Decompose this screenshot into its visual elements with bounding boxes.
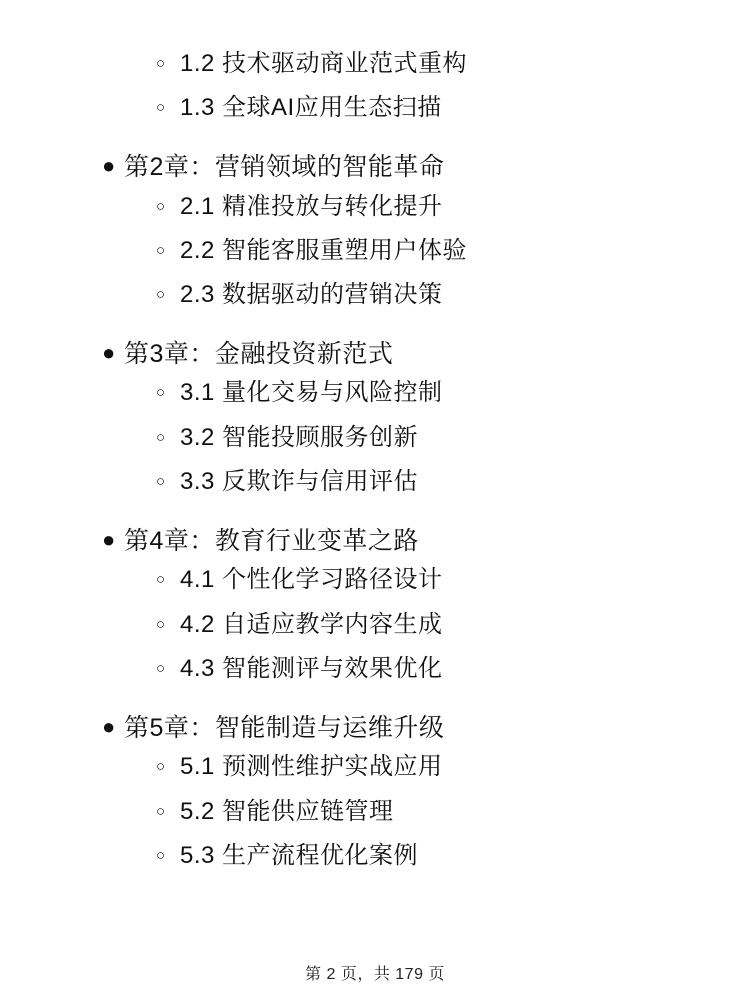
list-item[interactable] bbox=[156, 564, 702, 596]
toc-subitem-label: 4.3 智能测评与效果优化 bbox=[180, 655, 443, 683]
toc-subitem-list bbox=[48, 377, 702, 498]
circle-bullet-icon: ○ bbox=[156, 847, 166, 865]
toc-subitem-list bbox=[48, 564, 702, 685]
disc-bullet-icon: ● bbox=[102, 713, 116, 739]
list-item[interactable] bbox=[156, 191, 702, 223]
circle-bullet-icon: ○ bbox=[156, 55, 166, 72]
toc-subitem-list bbox=[48, 751, 702, 872]
circle-bullet-icon: ○ bbox=[156, 99, 166, 117]
toc-subitem-label: 5.1 预测性维护实战应用 bbox=[180, 753, 443, 781]
toc-subitem-list bbox=[48, 191, 702, 312]
toc-subitem-label: 3.3 反欺诈与信用评估 bbox=[180, 468, 419, 496]
circle-bullet-icon: ○ bbox=[156, 384, 166, 402]
circle-bullet-icon: ○ bbox=[156, 615, 166, 633]
circle-bullet-icon: ○ bbox=[156, 802, 166, 820]
toc-subitem-label: 1.3 全球AI应用生态扫描 bbox=[180, 94, 442, 122]
toc-chapter-label: 第3章：金融投资新范式 bbox=[124, 339, 394, 368]
circle-bullet-icon: ○ bbox=[156, 660, 166, 678]
disc-bullet-icon: ● bbox=[102, 152, 116, 178]
toc-subitem-label: 2.3 数据驱动的营销决策 bbox=[180, 281, 443, 309]
toc-chapter-entry[interactable] bbox=[102, 151, 702, 185]
toc-chapter-entry[interactable] bbox=[102, 338, 702, 372]
list-item[interactable] bbox=[156, 235, 702, 267]
toc-subitem-label: 1.2 技术驱动商业范式重构 bbox=[180, 50, 468, 77]
list-item[interactable] bbox=[156, 840, 702, 872]
toc-subitem-label: 5.3 生产流程优化案例 bbox=[180, 842, 419, 870]
circle-bullet-icon: ○ bbox=[156, 473, 166, 491]
toc-subitem-label: 2.1 精准投放与转化提升 bbox=[180, 192, 443, 220]
toc-chapter-block bbox=[48, 338, 702, 499]
toc-chapter-block bbox=[48, 525, 702, 686]
toc-subitem-label: 5.2 智能供应链管理 bbox=[180, 797, 394, 825]
circle-bullet-icon: ○ bbox=[156, 286, 166, 304]
list-item[interactable] bbox=[156, 796, 702, 828]
disc-bullet-icon: ● bbox=[102, 526, 116, 552]
toc-chapter-block bbox=[48, 151, 702, 312]
list-item[interactable] bbox=[156, 422, 702, 454]
list-item[interactable] bbox=[156, 466, 702, 498]
list-item[interactable] bbox=[156, 377, 702, 409]
list-item[interactable] bbox=[156, 751, 702, 783]
toc-subitem-label: 4.1 个性化学习路径设计 bbox=[180, 566, 443, 594]
toc-chapter-entry[interactable] bbox=[102, 712, 702, 746]
toc-subitem-label: 3.2 智能投顾服务创新 bbox=[180, 423, 419, 451]
disc-bullet-icon: ● bbox=[102, 339, 116, 365]
toc-chapter-entry[interactable] bbox=[102, 525, 702, 559]
toc-subitem-label: 4.2 自适应教学内容生成 bbox=[180, 610, 443, 638]
list-item[interactable] bbox=[156, 92, 702, 124]
toc-subitem-label: 3.1 量化交易与风险控制 bbox=[180, 379, 443, 407]
list-item[interactable] bbox=[156, 279, 702, 311]
toc-subitem-label: 2.2 智能客服重塑用户体验 bbox=[180, 236, 468, 264]
circle-bullet-icon: ○ bbox=[156, 428, 166, 446]
circle-bullet-icon: ○ bbox=[156, 197, 166, 215]
page-top-spacer bbox=[48, 36, 702, 48]
list-item[interactable] bbox=[156, 48, 702, 80]
circle-bullet-icon: ○ bbox=[156, 241, 166, 259]
page-footer: 第 2 页，共 179 页 bbox=[305, 966, 445, 983]
toc-chapter-label: 第4章：教育行业变革之路 bbox=[124, 526, 419, 555]
circle-bullet-icon: ○ bbox=[156, 758, 166, 776]
orphan-subitem-list bbox=[48, 48, 702, 125]
circle-bullet-icon: ○ bbox=[156, 571, 166, 589]
toc-chapter-block bbox=[48, 712, 702, 873]
list-item[interactable] bbox=[156, 653, 702, 685]
list-item[interactable] bbox=[156, 609, 702, 641]
toc-chapter-label: 第5章：智能制造与运维升级 bbox=[124, 713, 445, 742]
toc-chapter-label: 第2章：营销领域的智能革命 bbox=[124, 152, 445, 181]
